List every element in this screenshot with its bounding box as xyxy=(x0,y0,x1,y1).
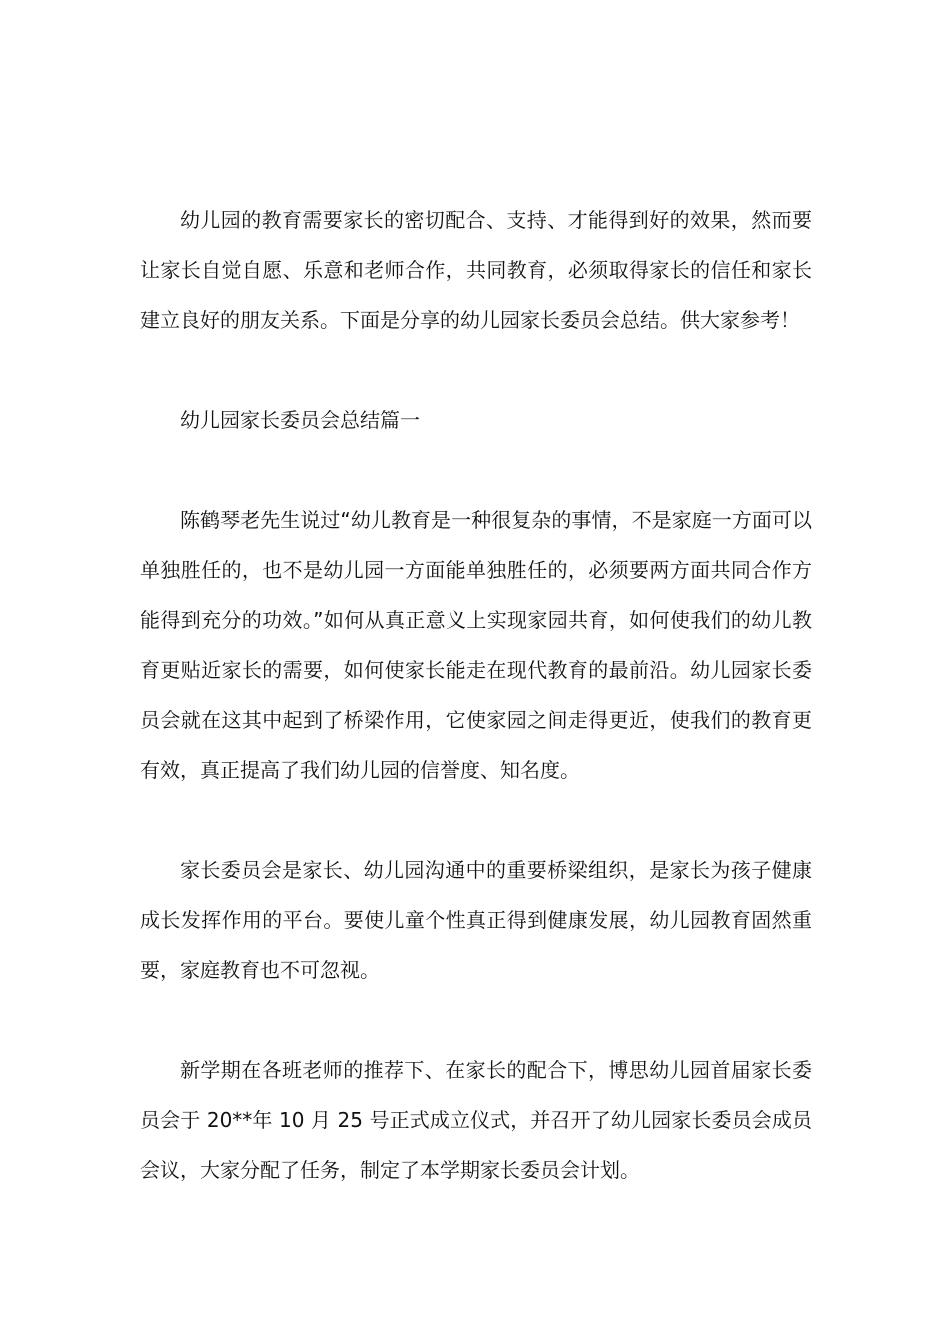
body-paragraph-3: 新学期在各班老师的推荐下、在家长的配合下，博思幼儿园首届家长委员会于 20**年 10 月 25 号正式成立仪式，并召开了幼儿园家长委员会成员会议，大家分配了任务，制定了本学期家长委员会计划。 xyxy=(140,1058,812,1182)
body-paragraph-1: 陈鹤琴老先生说过“幼儿教育是一种很复杂的事情，不是家庭一方面可以单独胜任的，也不是幼儿园一方面能单独胜任的，必须要两方面共同合作方能得到充分的功效。”如何从真正意义上实现家园共育，如何使我们的幼儿教育更贴近家长的需要，如何使家长能走在现代教育的最前沿。幼儿园家长委员会就在这其中起到了桥梁作用，它使家园之间走得更近，使我们的教育更有效，真正提高了我们幼儿园的信誉度、知名度。 xyxy=(140,508,812,782)
paragraph-gap xyxy=(140,345,812,395)
section-title: 幼儿园家长委员会总结篇一 xyxy=(180,408,420,432)
paragraph-gap xyxy=(140,795,812,845)
body-paragraph-2: 家长委员会是家长、幼儿园沟通中的重要桥梁组织，是家长为孩子健康成长发挥作用的平台。要使儿童个性真正得到健康发展，幼儿园教育固然重要，家庭教育也不可忽视。 xyxy=(140,858,812,982)
document-body xyxy=(140,195,812,1195)
paragraph-gap xyxy=(140,995,812,1045)
paragraph-gap xyxy=(140,445,812,495)
intro-paragraph: 幼儿园的教育需要家长的密切配合、支持、才能得到好的效果，然而要让家长自觉自愿、乐意和老师合作，共同教育，必须取得家长的信任和家长建立良好的朋友关系。下面是分享的幼儿园家长委员会总结。供大家参考！ xyxy=(140,208,812,332)
